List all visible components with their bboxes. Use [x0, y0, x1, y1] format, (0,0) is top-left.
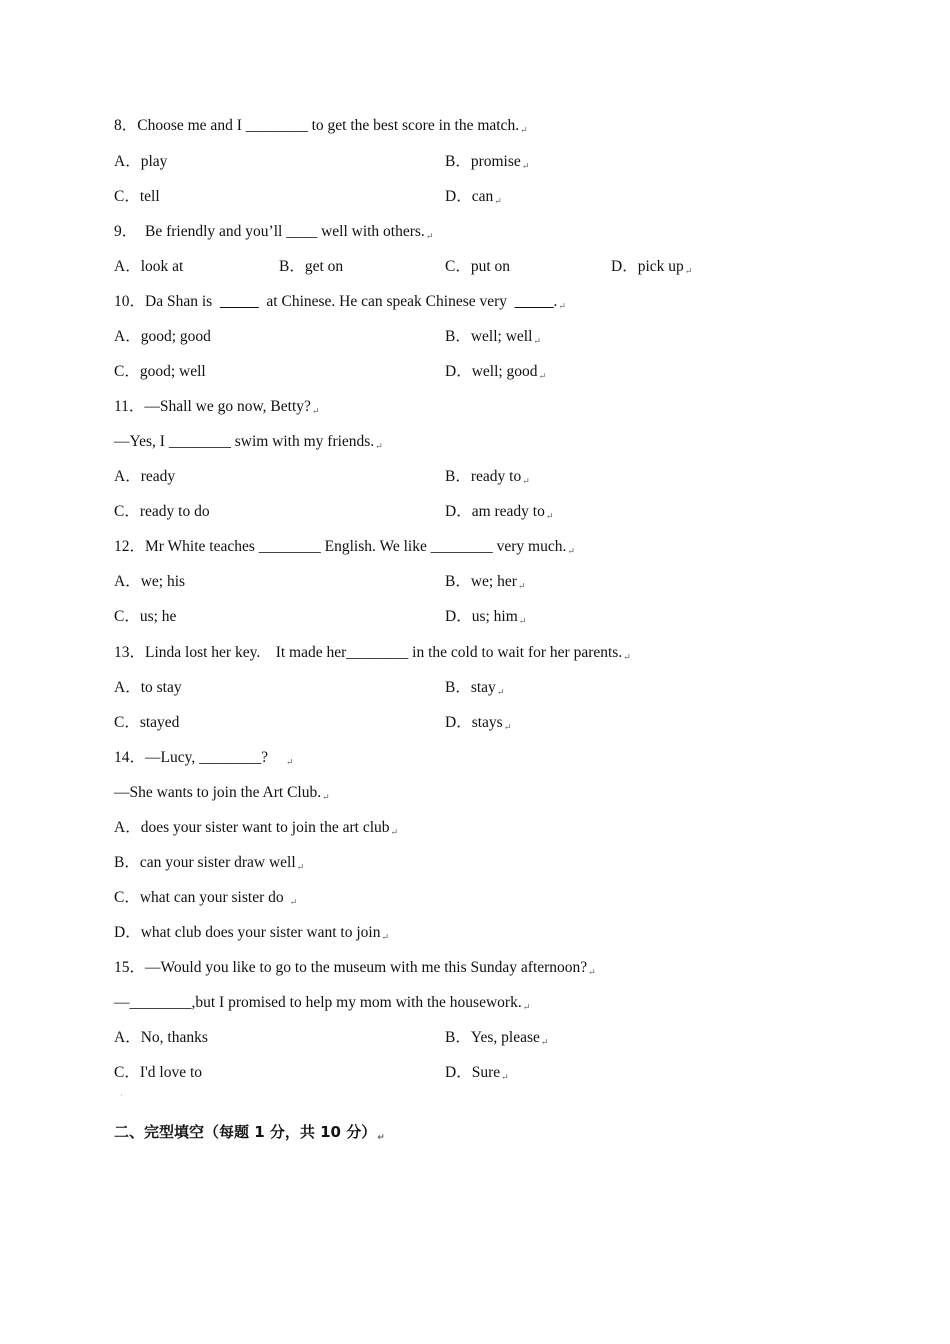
- question-11-option-b[interactable]: B．ready to↵: [445, 468, 530, 486]
- paragraph-mark-icon: ↵: [558, 301, 566, 311]
- question-12-option-b[interactable]: B．we; her↵: [445, 573, 526, 591]
- answer-blank: _____: [514, 293, 554, 310]
- question-14-stem: 14．—Lucy, ________? ↵: [114, 749, 294, 767]
- paragraph-mark-icon: ↵: [522, 476, 530, 486]
- question-8-option-b[interactable]: B．promise↵: [445, 153, 530, 171]
- question-12-option-c[interactable]: C．us; he: [114, 608, 177, 625]
- paragraph-mark-icon: ↵: [540, 1037, 549, 1047]
- paragraph-mark-icon: ↵: [517, 581, 526, 591]
- question-15-option-a[interactable]: A．No, thanks: [114, 1029, 208, 1046]
- question-11-option-c[interactable]: C．ready to do: [114, 503, 210, 520]
- question-15-option-d[interactable]: D．Sure↵: [445, 1064, 509, 1082]
- question-14-stem-reply: —She wants to join the Art Club.↵: [114, 784, 330, 802]
- question-11-option-a[interactable]: A．ready: [114, 468, 176, 485]
- paragraph-mark-icon: ↵: [545, 511, 554, 521]
- paragraph-mark-icon: ↵: [533, 336, 541, 346]
- question-13-option-a[interactable]: A．to stay: [114, 679, 182, 696]
- question-15-option-b[interactable]: B．Yes, please↵: [445, 1029, 549, 1047]
- question-12-stem: 12．Mr White teaches ________ English. We like ________ very much.↵: [114, 538, 575, 556]
- paragraph-mark-icon: ↵: [494, 196, 502, 206]
- question-9-option-b[interactable]: B．get on: [279, 258, 344, 275]
- paragraph-mark-icon: ↵: [377, 1133, 385, 1143]
- paragraph-mark-icon: ↵: [538, 371, 547, 381]
- paragraph-mark-icon: ↵: [567, 546, 575, 556]
- question-8-stem: 8．Choose me and I ________ to get the best score in the match.↵: [114, 117, 528, 135]
- section-heading: 二、完型填空（每题 1 分，共 10 分）$_↵$: [114, 1123, 385, 1143]
- paragraph-mark-icon: ↵: [381, 932, 390, 942]
- question-8-option-a[interactable]: A．play: [114, 153, 168, 170]
- paragraph-mark-icon: ↵: [623, 652, 631, 662]
- paragraph-mark-icon: ↵: [684, 266, 693, 276]
- paragraph-mark-icon: ↵: [496, 687, 505, 697]
- paragraph-mark-icon: ↵: [296, 862, 305, 872]
- question-9-stem: 9． Be friendly and you’ll ____ well with others.↵: [114, 223, 434, 241]
- question-11-stem-reply: —Yes, I ________ swim with my friends.↵: [114, 433, 383, 451]
- question-11-stem: 11．—Shall we go now, Betty?↵: [114, 398, 320, 416]
- question-9-option-d[interactable]: D．pick up↵: [611, 258, 693, 276]
- paragraph-mark-icon: ↵: [285, 757, 294, 767]
- paragraph-mark-icon: ↵: [390, 827, 399, 837]
- paragraph-mark-icon: ↵: [588, 967, 596, 977]
- question-13-option-d[interactable]: D．stays↵: [445, 714, 512, 732]
- question-13-option-c[interactable]: C．stayed: [114, 714, 180, 731]
- paragraph-mark-icon: ↵: [311, 406, 320, 416]
- answer-blank: _____: [219, 293, 259, 310]
- question-10-option-a[interactable]: A．good; good: [114, 328, 211, 345]
- paragraph-mark-icon: ↵: [375, 441, 383, 451]
- paragraph-mark-icon: ↵: [503, 722, 512, 732]
- question-14-option-c[interactable]: C．what can your sister do ↵: [114, 889, 298, 907]
- question-10-option-c[interactable]: C．good; well: [114, 363, 206, 380]
- paragraph-mark-icon: ↵: [522, 1002, 531, 1012]
- paragraph-mark-icon: ↵: [289, 897, 298, 907]
- question-13-stem: 13．Linda lost her key. It made her________ in the cold to wait for her parents.↵: [114, 644, 631, 662]
- question-15-stem: 15．—Would you like to go to the museum with me this Sunday afternoon?↵: [114, 959, 596, 977]
- question-10-stem: 10．Da Shan is _____ at Chinese. He can speak Chinese very _____.↵: [114, 293, 566, 311]
- question-9-option-c[interactable]: C．put on: [445, 258, 511, 275]
- question-10-option-d[interactable]: D．well; good↵: [445, 363, 547, 381]
- question-14-option-a[interactable]: A．does your sister want to join the art club↵: [114, 819, 399, 837]
- question-10-option-b[interactable]: B．well; well↵: [445, 328, 541, 346]
- question-9-option-a[interactable]: A．look at: [114, 258, 184, 275]
- question-15-option-c[interactable]: C．I'd love to: [114, 1064, 203, 1081]
- question-14-option-d[interactable]: D．what club does your sister want to join↵: [114, 924, 390, 942]
- question-13-option-b[interactable]: B．stay↵: [445, 679, 505, 697]
- question-12-option-d[interactable]: D．us; him↵: [445, 608, 527, 626]
- paragraph-mark-icon: ↵: [518, 616, 527, 626]
- paragraph-mark-icon: ·: [120, 1091, 123, 1100]
- paragraph-mark-icon: ↵: [501, 1072, 509, 1082]
- question-15-stem-reply: —________,but I promised to help my mom with the housework.↵: [114, 994, 531, 1012]
- question-8-option-c[interactable]: C．tell: [114, 188, 160, 205]
- question-14-option-b[interactable]: B．can your sister draw well↵: [114, 854, 305, 872]
- question-11-option-d[interactable]: D．am ready to↵: [445, 503, 554, 521]
- question-12-option-a[interactable]: A．we; his: [114, 573, 186, 590]
- paragraph-mark-icon: ↵: [520, 125, 528, 135]
- paragraph-mark-icon: ↵: [322, 792, 330, 802]
- question-8-option-d[interactable]: D．can↵: [445, 188, 502, 206]
- paragraph-mark-icon: ↵: [425, 231, 434, 241]
- paragraph-mark-icon: ↵: [521, 161, 530, 171]
